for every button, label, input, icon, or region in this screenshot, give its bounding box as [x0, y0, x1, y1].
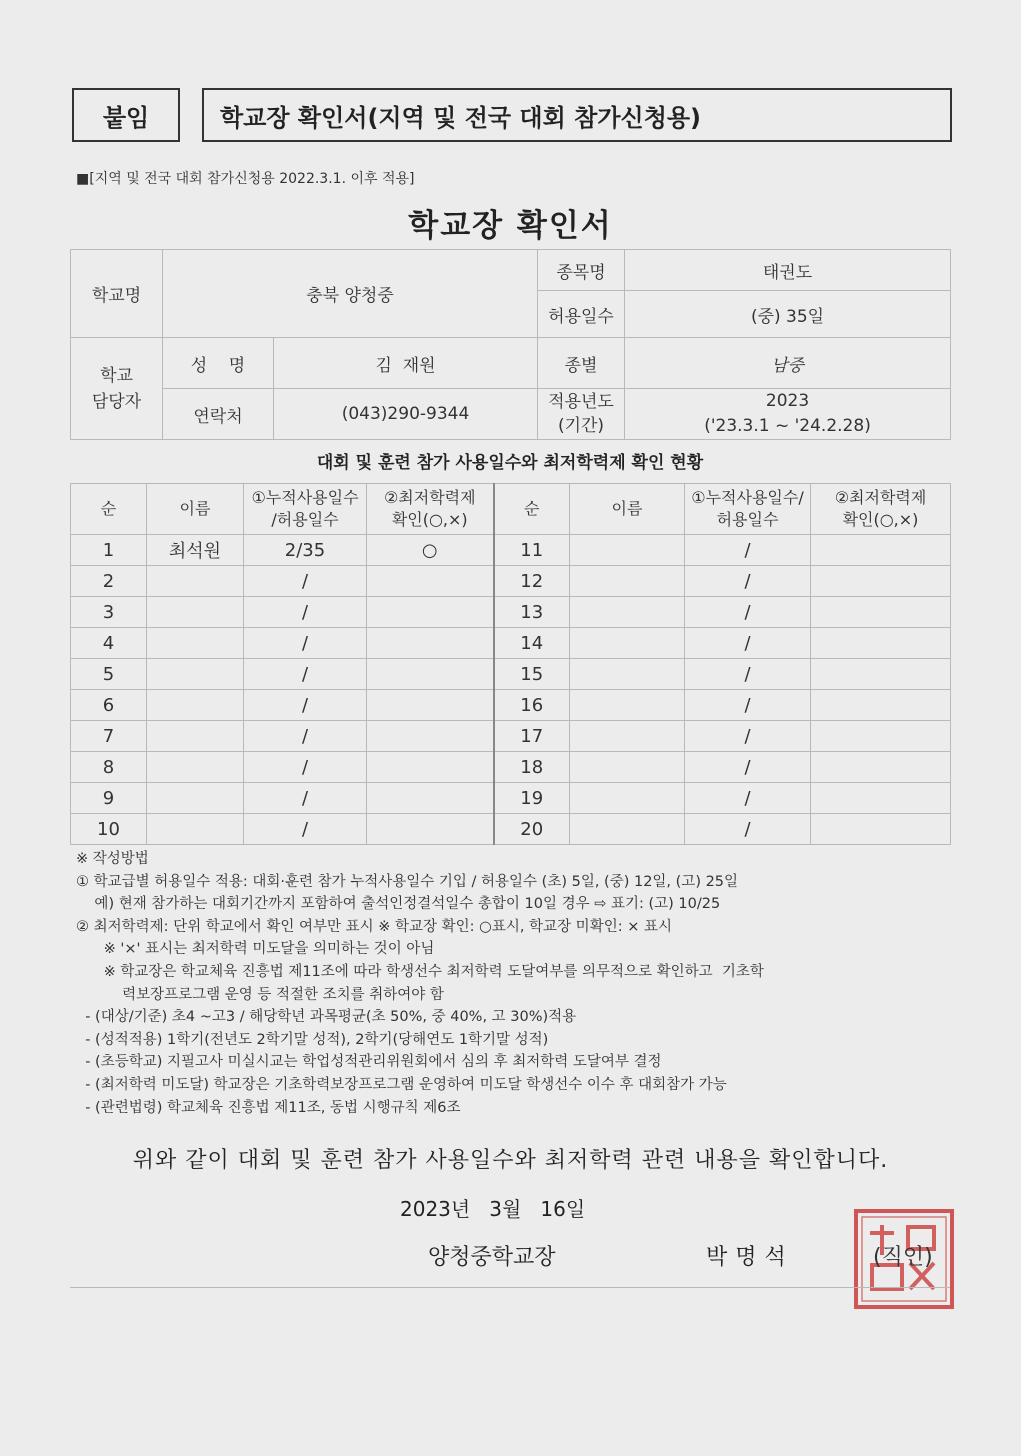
row-days: / [244, 628, 367, 659]
gender-label: 종별 [538, 338, 625, 389]
info-table [70, 249, 951, 440]
instruction-line: 력보장프로그램 운영 등 적절한 조치를 취하여야 함 [76, 986, 444, 1003]
row-no: 9 [71, 783, 147, 814]
row-check [367, 783, 494, 814]
row-days-right: / [685, 597, 811, 628]
instruction-line: ※ 작성방법 [76, 851, 149, 867]
row-days: / [244, 659, 367, 690]
table-row [71, 566, 951, 597]
instruction-line: - (대상/기준) 초4 ~고3 / 해당학년 과목평균(초 50%, 중 40%, 고 30%)적용 [76, 1009, 577, 1026]
year-label: 적용년도 (기간) [538, 389, 625, 440]
row-check-right [811, 566, 951, 597]
row-no-right: 20 [494, 814, 570, 845]
row-name-right [570, 783, 685, 814]
row-days-right: / [685, 752, 811, 783]
row-check [367, 814, 494, 845]
row-check-right [811, 690, 951, 721]
allowed-label: 허용일수 [538, 291, 625, 338]
row-check-right [811, 783, 951, 814]
row-days: / [244, 690, 367, 721]
col-check-right: ②최저학력제 확인(○,×) [811, 484, 951, 535]
row-no-right: 14 [494, 628, 570, 659]
row-check-right [811, 752, 951, 783]
row-check [367, 690, 494, 721]
col-check: ②최저학력제 확인(○,×) [367, 484, 494, 535]
row-check-right [811, 814, 951, 845]
contact-label: 연락처 [163, 389, 274, 440]
row-no: 4 [71, 628, 147, 659]
row-no: 7 [71, 721, 147, 752]
row-no: 10 [71, 814, 147, 845]
seal-label: (직인) [873, 1245, 933, 1270]
row-name [147, 566, 244, 597]
signer-name: 박명석 [706, 1245, 794, 1270]
row-days-right: / [685, 659, 811, 690]
row-check [367, 721, 494, 752]
row-days-right: / [685, 721, 811, 752]
row-check-right [811, 659, 951, 690]
table-row [71, 752, 951, 783]
row-days: / [244, 566, 367, 597]
row-name [147, 659, 244, 690]
name-label: 성 명 [163, 338, 274, 389]
row-days-right: / [685, 566, 811, 597]
year-cell [625, 389, 951, 440]
table-row [71, 721, 951, 752]
row-name-right [570, 814, 685, 845]
row-name-right [570, 597, 685, 628]
row-no-right: 16 [494, 690, 570, 721]
table-row [71, 628, 951, 659]
row-days: / [244, 752, 367, 783]
school-label: 학교명 [71, 250, 163, 338]
col-no: 순 [71, 484, 147, 535]
row-no-right: 15 [494, 659, 570, 690]
attachment-tag: 붙임 [72, 88, 180, 142]
row-days: / [244, 783, 367, 814]
table-row [71, 535, 951, 566]
row-name-right [570, 721, 685, 752]
participation-table [70, 483, 951, 845]
row-no: 2 [71, 566, 147, 597]
row-check [367, 628, 494, 659]
table-row [71, 690, 951, 721]
row-no-right: 12 [494, 566, 570, 597]
event-label: 종목명 [538, 250, 625, 291]
table-row [71, 783, 951, 814]
section-title: 대회 및 훈련 참가 사용일수와 최저학력제 확인 현황 [316, 453, 704, 473]
allowed-value: (중) 35일 [625, 291, 951, 338]
row-name [147, 783, 244, 814]
col-days-right: ①누적사용일수/ 허용일수 [685, 484, 811, 535]
instruction-line: - (최저학력 미도달) 학교장은 기초학력보장프로그램 운영하여 미도달 학생선수 이수 후 대회참가 가능 [76, 1076, 727, 1093]
row-name [147, 721, 244, 752]
row-name [147, 814, 244, 845]
row-no-right: 17 [494, 721, 570, 752]
signer-school: 양청중학교장 [428, 1245, 556, 1270]
instruction-line: ※ '×' 표시는 최저학력 미도달을 의미하는 것이 아님 [76, 941, 435, 958]
table-row [71, 597, 951, 628]
row-name-right [570, 659, 685, 690]
table-row [71, 814, 951, 845]
manager-label: 학교 담당자 [71, 338, 163, 440]
row-name-right [570, 628, 685, 659]
row-days-right: / [685, 628, 811, 659]
row-days: 2/35 [244, 535, 367, 566]
row-no-right: 18 [494, 752, 570, 783]
col-name: 이름 [147, 484, 244, 535]
row-days-right: / [685, 690, 811, 721]
instruction-line: ② 최저학력제: 단위 학교에서 확인 여부만 표시 ※ 학교장 확인: ○표시, 학교장 미확인: × 표시 [76, 918, 672, 935]
row-no-right: 13 [494, 597, 570, 628]
row-days: / [244, 721, 367, 752]
row-name [147, 752, 244, 783]
confirmation-statement: 위와 같이 대회 및 훈련 참가 사용일수와 최저학력 관련 내용을 확인합니다. [132, 1148, 889, 1173]
writing-instructions [76, 848, 956, 1119]
bottom-divider [70, 1287, 950, 1288]
row-name [147, 628, 244, 659]
row-check-right [811, 721, 951, 752]
row-name-right [570, 535, 685, 566]
col-name-right: 이름 [570, 484, 685, 535]
instruction-line: 예) 현재 참가하는 대회기간까지 포함하여 출석인정결석일수 총합이 10일 경우 ⇨ 표기: (고) 10/25 [76, 896, 721, 913]
row-no: 1 [71, 535, 147, 566]
year-value: 2023 [765, 391, 810, 411]
row-days: / [244, 814, 367, 845]
col-days: ①누적사용일수 /허용일수 [244, 484, 367, 535]
instruction-line: - (관련법령) 학교체육 진흥법 제11조, 동법 시행규칙 제6조 [76, 1099, 461, 1116]
row-check [367, 752, 494, 783]
name-value: 김 재원 [274, 338, 538, 389]
row-no-right: 19 [494, 783, 570, 814]
issue-date: 2023년 3월 16일 [400, 1197, 586, 1221]
row-name-right [570, 566, 685, 597]
row-no: 5 [71, 659, 147, 690]
table-row [71, 659, 951, 690]
instruction-line: - (성적적용) 1학기(전년도 2학기말 성적), 2학기(당해연도 1학기말 성적) [76, 1031, 549, 1048]
applicability-note: ■[지역 및 전국 대회 참가신청용 2022.3.1. 이후 적용] [76, 171, 415, 187]
row-name: 최석원 [147, 535, 244, 566]
row-check-right [811, 597, 951, 628]
contact-value: (043)290-9344 [274, 389, 538, 440]
instruction-line: ① 학교급별 허용일수 적용: 대회·훈련 참가 누적사용일수 기입 / 허용일수 (초) 5일, (중) 12일, (고) 25일 [76, 873, 739, 890]
school-value: 충북 양청중 [163, 250, 538, 338]
row-check [367, 659, 494, 690]
instruction-line: ※ 학교장은 학교체육 진흥법 제11조에 따라 학생선수 최저학력 도달여부를 의무적으로 확인하고 기초학 [76, 963, 764, 980]
row-check-right [811, 535, 951, 566]
row-name-right [570, 690, 685, 721]
row-check-right [811, 628, 951, 659]
row-no: 6 [71, 690, 147, 721]
row-check: ○ [367, 535, 494, 566]
instruction-line: - (초등학교) 지필고사 미실시교는 학업성적관리위원회에서 심의 후 최저학력 도달여부 결정 [76, 1054, 662, 1071]
row-days: / [244, 597, 367, 628]
row-check [367, 566, 494, 597]
row-name [147, 690, 244, 721]
row-days-right: / [685, 814, 811, 845]
row-name [147, 597, 244, 628]
event-value: 태권도 [625, 250, 951, 291]
row-no-right: 11 [494, 535, 570, 566]
page-title: 학교장 확인서 [408, 208, 613, 244]
table-header-row [71, 484, 951, 535]
row-check [367, 597, 494, 628]
col-no-right: 순 [494, 484, 570, 535]
row-no: 3 [71, 597, 147, 628]
attachment-title: 학교장 확인서(지역 및 전국 대회 참가신청용) [202, 88, 952, 142]
row-days-right: / [685, 783, 811, 814]
row-name-right [570, 752, 685, 783]
gender-value: 남중 [625, 338, 951, 389]
row-days-right: / [685, 535, 811, 566]
period-value: ('23.3.1 ~ '24.2.28) [704, 416, 871, 436]
row-no: 8 [71, 752, 147, 783]
